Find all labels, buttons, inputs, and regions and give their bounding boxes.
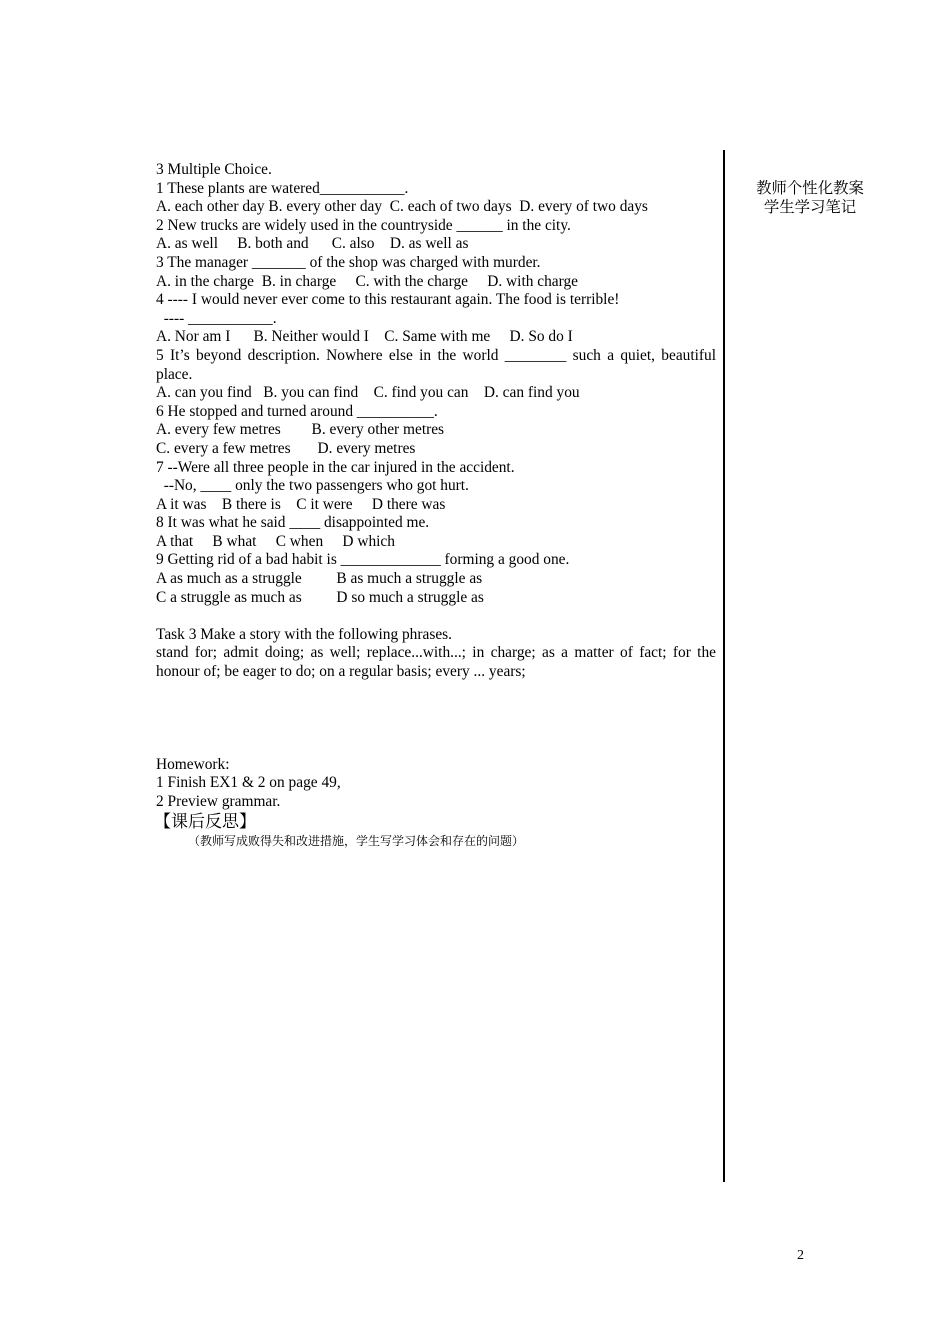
page-number: 2 — [797, 1248, 804, 1263]
question-6-options-a: A. every few metres B. every other metres — [156, 421, 445, 439]
question-9-options-b: C a struggle as much as D so much a struggle as — [156, 588, 484, 606]
spacer — [156, 607, 716, 626]
reflection-note: （教师写成败得失和改进措施，学生写学习体会和存在的问题） — [188, 834, 525, 849]
question-2-options: A. as well B. both and C. also D. as well as — [156, 235, 469, 253]
question-3-options: A. in the charge B. in charge C. with the charge D. with charge — [156, 272, 578, 290]
question-9-options-a: A as much as a struggle B as much a struggle as — [156, 570, 483, 588]
question-5-options: A. can you find B. you can find C. find you can D. can find you — [156, 384, 580, 402]
question-6-options-b: C. every a few metres D. every metres — [156, 439, 416, 457]
question-4-options: A. Nor am I B. Neither would I C. Same with me D. So do I — [156, 328, 573, 346]
question-1-options: A. each other day B. every other day C. each of two days D. every of two days — [156, 198, 648, 216]
question-4-reply: ---- ___________. — [156, 309, 277, 327]
question-5: 5 It’s beyond description. Nowhere else in the world ________ such a quiet, beautiful place. — [156, 346, 716, 383]
task3-title: Task 3 Make a story with the following phrases. — [156, 625, 452, 643]
question-9: 9 Getting rid of a bad habit is _____________ forming a good one. — [156, 551, 570, 569]
question-7-reply: --No, ____ only the two passengers who got hurt. — [156, 477, 469, 495]
question-6: 6 He stopped and turned around __________. — [156, 402, 438, 420]
question-8-options: A that B what C when D which — [156, 532, 395, 550]
question-4: 4 ---- I would never ever come to this restaurant again. The food is terrible! — [156, 291, 620, 309]
main-content — [156, 161, 716, 849]
question-3: 3 The manager _______ of the shop was charged with murder. — [156, 253, 541, 271]
homework-item-1: 1 Finish EX1 & 2 on page 49, — [156, 774, 341, 792]
question-8: 8 It was what he said ____ disappointed me. — [156, 514, 430, 532]
question-2: 2 New trucks are widely used in the countryside ______ in the city. — [156, 216, 571, 234]
sidebar-line-1: 教师个性化教案 — [756, 179, 864, 197]
reflection-title: 【课后反思】 — [154, 812, 256, 833]
homework-title: Homework: — [156, 755, 230, 773]
question-1: 1 These plants are watered___________. — [156, 179, 409, 197]
answer-space — [156, 682, 716, 756]
question-7: 7 --Were all three people in the car injured in the accident. — [156, 458, 515, 476]
column-divider — [723, 150, 725, 1182]
task3-phrases: stand for; admit doing; as well; replace...with...; in charge; as a matter of fact; for the honour of; be eager to do; on a regular basis; every ... years; — [156, 644, 716, 681]
question-7-options: A it was B there is C it were D there was — [156, 495, 446, 513]
homework-item-2: 2 Preview grammar. — [156, 792, 281, 810]
section-title: 3 Multiple Choice. — [156, 161, 272, 178]
sidebar-line-2: 学生学习笔记 — [763, 197, 857, 216]
sidebar-notes — [740, 179, 880, 216]
